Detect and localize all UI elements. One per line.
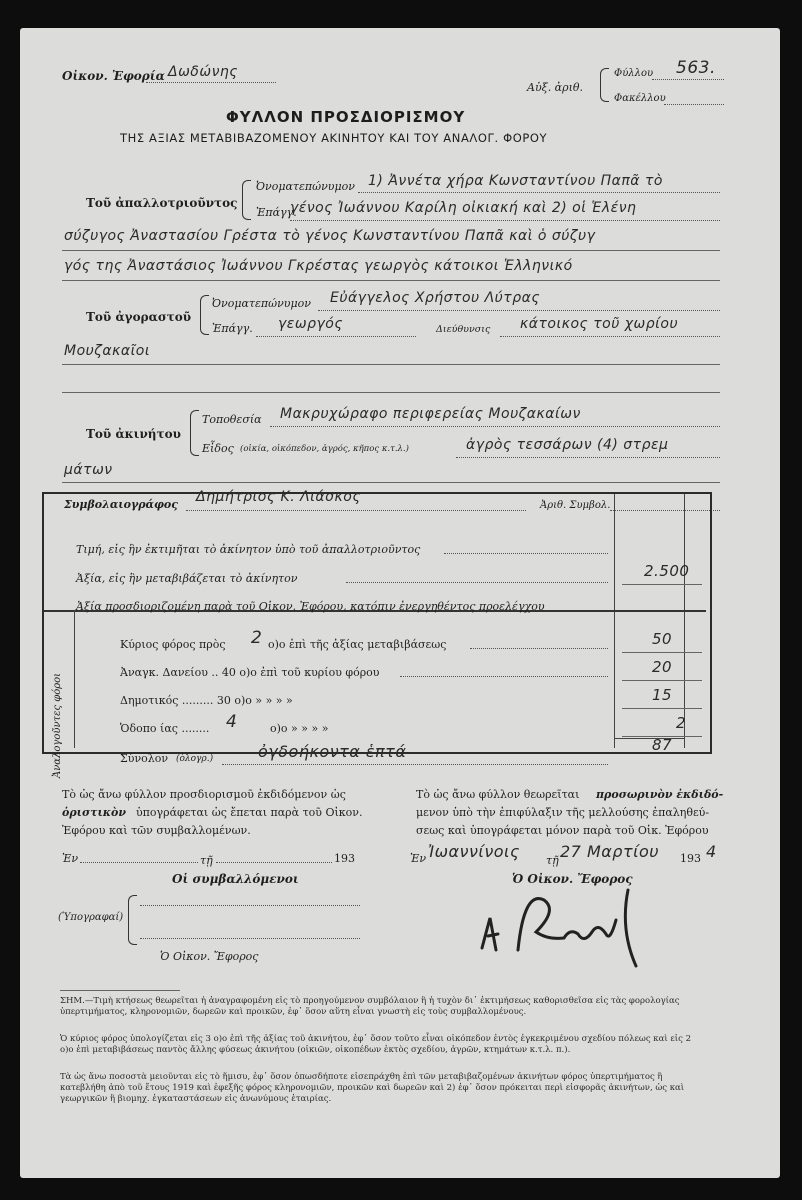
- signatures-label: (Ὑπογραφαί): [58, 912, 124, 923]
- seller-name: 1) Ἀννέτα χήρα Κωνσταντίνου Παπᾶ τὸ: [368, 173, 663, 189]
- right-officer-label: Ὁ Οἰκον. Ἔφορος: [512, 872, 633, 886]
- main-tax-label-a: Κύριος φόρος πρὸς: [120, 638, 226, 651]
- final-text-bold: ὁριστικὸν: [62, 806, 127, 819]
- road-tax-amount: 2: [676, 714, 687, 732]
- loan-tax-amount: 20: [652, 658, 673, 676]
- road-tax-label-a: Ὁδοπο ίας ........: [120, 722, 210, 735]
- sheet-number: 563.: [676, 58, 716, 78]
- buyer-job-label: Ἐπάγγ.: [212, 322, 253, 335]
- municipal-tax-label: Δημοτικός ......... 30 ο)ο » » » »: [120, 694, 293, 707]
- note-3: Τὰ ὡς ἄνω ποσοστὰ μειοῦνται εἰς τὸ ἥμισυ, ἐφ᾽ ὅσον ὁπωσδήποτε εἰσεπράχθη ἐπὶ τῶν μεταβιβαζομένων ἀκινήτων φόρος ὑπερτιμήματος ἢ κατεβλήθη ἀπὸ τοῦ ἔτους 1919 καὶ ἐφεξῆς φόρος κληρονομιῶν, προικῶν καὶ δωρεῶν καὶ 2) ἐφ᾽ ὅσον πρόκειται περὶ εἰσφορᾶς ἀκινήτων, ὡς καὶ γεωργικῶν ἢ βιομηχ. ἐγκαταστάσεων εἰς ἀνωνύμους ἑταιρίας.: [60, 1072, 685, 1104]
- property-location: Μακρυχώραφο περιφερείας Μουζακαίων: [280, 406, 581, 422]
- location-label: Τοποθεσία: [202, 413, 262, 426]
- buyer-line-2: Μουζακαῖοι: [64, 343, 151, 359]
- left-day-label: τῇ: [200, 854, 213, 867]
- value-row-3-label: Ἀξία προσδιοριζομένη παρὰ τοῦ Οἰκον. Ἐφόρου, κατόπιν ἐνεργηθέντος προελέγχου: [76, 600, 545, 613]
- main-tax-rate: 2: [251, 628, 263, 648]
- left-officer-label: Ὁ Οἰκον. Ἔφορος: [160, 950, 259, 963]
- buyer-name: Εὐάγγελος Χρήστου Λύτρας: [330, 290, 541, 306]
- seller-job-label: Ἐπάγγ.: [256, 206, 297, 219]
- left-year: 193: [334, 852, 355, 865]
- value-row-2-label: Ἀξία, εἰς ἣν μεταβιβάζεται τὸ ἀκίνητον: [76, 572, 298, 585]
- right-place-label: Ἐν: [410, 852, 427, 865]
- buyer-label: Τοῦ ἀγοραστοῦ: [86, 310, 192, 324]
- notary-label: Συμβολαιογράφος: [64, 498, 178, 511]
- type-label: Εἶδος: [202, 442, 234, 455]
- sheet-label: Φύλλου: [614, 68, 654, 79]
- form-subtitle: ΤΗΣ ΑΞΙΑΣ ΜΕΤΑΒΙΒΑΖΟΜΕΝΟΥ ΑΚΙΝΗΤΟΥ ΚΑΙ ΤΟΥ ΑΝΑΛΟΓ. ΦΟΡΟΥ: [120, 131, 548, 145]
- seller-line-3: σύζυγος Ἀναστασίου Γρέστα τὸ γένος Κωνσταντίνου Παπᾶ καὶ ὁ σύζυγ: [64, 228, 596, 244]
- right-year-digit: 4: [706, 842, 717, 861]
- road-tax-rate: 4: [226, 712, 238, 732]
- right-place: Ἰωαννίνοις: [428, 842, 520, 861]
- total-amount: 87: [652, 736, 673, 754]
- notary-name: Δημήτριος Κ. Λιάσκος: [196, 489, 362, 505]
- office-label: Οἰκον. Ἐφορία: [62, 69, 165, 83]
- municipal-tax-amount: 15: [652, 686, 673, 704]
- main-tax-amount: 50: [652, 630, 673, 648]
- property-type: ἀγρὸς τεσσάρων (4) στρεμ: [466, 437, 669, 453]
- provisional-text-bold: προσωρινὸν ἐκδιδό-: [596, 788, 724, 801]
- left-place-label: Ἐν: [62, 852, 79, 865]
- aux-number-label: Αὐξ. ἀριθ.: [527, 81, 584, 94]
- note-2: Ὁ κύριος φόρος ὑπολογίζεται εἰς 3 ο)ο ἐπὶ τῆς ἀξίας τοῦ ἀκινήτου, ἐφ᾽ ὅσον τοῦτο εἶναι οἰκόπεδον ἐντὸς ἐγκεκριμένου σχεδίου πόλεως καὶ εἰς 2 ο)ο ἐπὶ μεταβιβάσεως παντὸς ἄλλης φύσεως ἀκινήτου (οἰκιῶν, οἰκοπέδων ἐκτὸς σχεδίου, ἀγρῶν, κτημάτων κ.τ.λ. π.).: [60, 1034, 692, 1055]
- provisional-text-line-1: Τὸ ὡς ἄνω φύλλον θεωρεῖται: [416, 788, 580, 801]
- total-label: Σύνολον: [120, 752, 169, 765]
- seller-line-2: γένος Ἰωάννου Καρίλη οἰκιακή καὶ 2) οἱ Ἑλένη: [290, 200, 637, 216]
- right-date: 27 Μαρτίου: [560, 842, 660, 861]
- office-name: Δωδώνης: [168, 64, 238, 80]
- note-1: ΣΗΜ.—Τιμὴ κτήσεως θεωρεῖται ἡ ἀναγραφομένη εἰς τὸ προηγούμενον συμβόλαιον ἢ ἡ τυχὸν δι᾽ ἐκτιμήσεως καθορισθεῖσα εἰς τὰς φορολογίας ὑπερτιμήματος, κληρονομιῶν, δωρεῶν καὶ προικῶν, ἐφ᾽ ὅσον αὕτη εἶναι γνωστὴ εἰς τοὺς συμβαλλομένους.: [60, 996, 680, 1017]
- folder-label: Φακέλλου: [614, 93, 666, 104]
- final-text-line-1: Τὸ ὡς ἄνω φύλλον προσδιορισμοῦ ἐκδιδόμενον ὡς: [62, 788, 346, 801]
- value-row-2-amount: 2.500: [644, 562, 690, 580]
- taxes-side-label: Ἀναλογοῦντες φόροι: [52, 672, 63, 778]
- right-year: 193: [680, 852, 701, 865]
- provisional-text-line-3: σεως καὶ ὑπογράφεται μόνον παρὰ τοῦ Οἰκ. Ἐφόρου: [416, 824, 709, 837]
- provisional-text-line-2: μενον ὑπὸ τὴν ἐπιφύλαξιν τῆς μελλούσης ἐπαληθεύ-: [416, 806, 710, 819]
- buyer-address-label: Διεύθυνσις: [436, 324, 491, 335]
- loan-tax-label: Ἀναγκ. Δανείου .. 40 ο)ο ἐπὶ τοῦ κυρίου φόρου: [120, 666, 380, 679]
- total-in-words: ὀγδοήκοντα ἑπτά: [258, 742, 407, 761]
- right-day-label: τῇ: [546, 854, 559, 867]
- road-tax-label-b: ο)ο » » » »: [270, 722, 329, 735]
- final-text-line-3: Ἐφόρου καὶ τῶν συμβαλλομένων.: [62, 824, 251, 837]
- seller-label: Τοῦ ἀπαλλοτριοῦντος: [86, 196, 238, 210]
- main-tax-label-b: ο)ο ἐπὶ τῆς ἀξίας μεταβιβάσεως: [268, 638, 447, 651]
- form-title: ΦΥΛΛΟΝ ΠΡΟΣΔΙΟΡΙΣΜΟΥ: [226, 108, 466, 126]
- buyer-name-label: Ὀνοματεπώνυμον: [212, 297, 311, 310]
- contract-number-label: Ἀριθ. Συμβολ.: [540, 500, 611, 511]
- valuation-table: [42, 492, 712, 754]
- buyer-job: γεωργός: [278, 316, 344, 332]
- property-line-2: μάτων: [64, 462, 113, 478]
- final-text-line-2: ὑπογράφεται ὡς ἔπεται παρὰ τοῦ Οἰκον.: [136, 806, 363, 819]
- type-hint: (οἰκία, οἰκόπεδον, ἀγρός, κῆπος κ.τ.λ.): [240, 444, 409, 454]
- parties-label: Οἱ συμβαλλόμενοι: [172, 872, 299, 886]
- property-label: Τοῦ ἀκινήτου: [86, 427, 181, 441]
- value-row-1-label: Τιμή, εἰς ἣν ἐκτιμῆται τὸ ἀκίνητον ὑπὸ τοῦ ἀπαλλοτριοῦντος: [76, 543, 421, 556]
- seller-name-label: Ὀνοματεπώνυμον: [256, 180, 355, 193]
- seller-line-4: γός της Ἀναστάσιος Ἰωάννου Γκρέστας γεωργὸς κάτοικοι Ἑλληνικό: [64, 258, 573, 274]
- officer-signature: [460, 870, 650, 980]
- total-hint: (ὁλογρ.): [176, 754, 214, 764]
- buyer-address: κάτοικος τοῦ χωρίου: [520, 316, 679, 332]
